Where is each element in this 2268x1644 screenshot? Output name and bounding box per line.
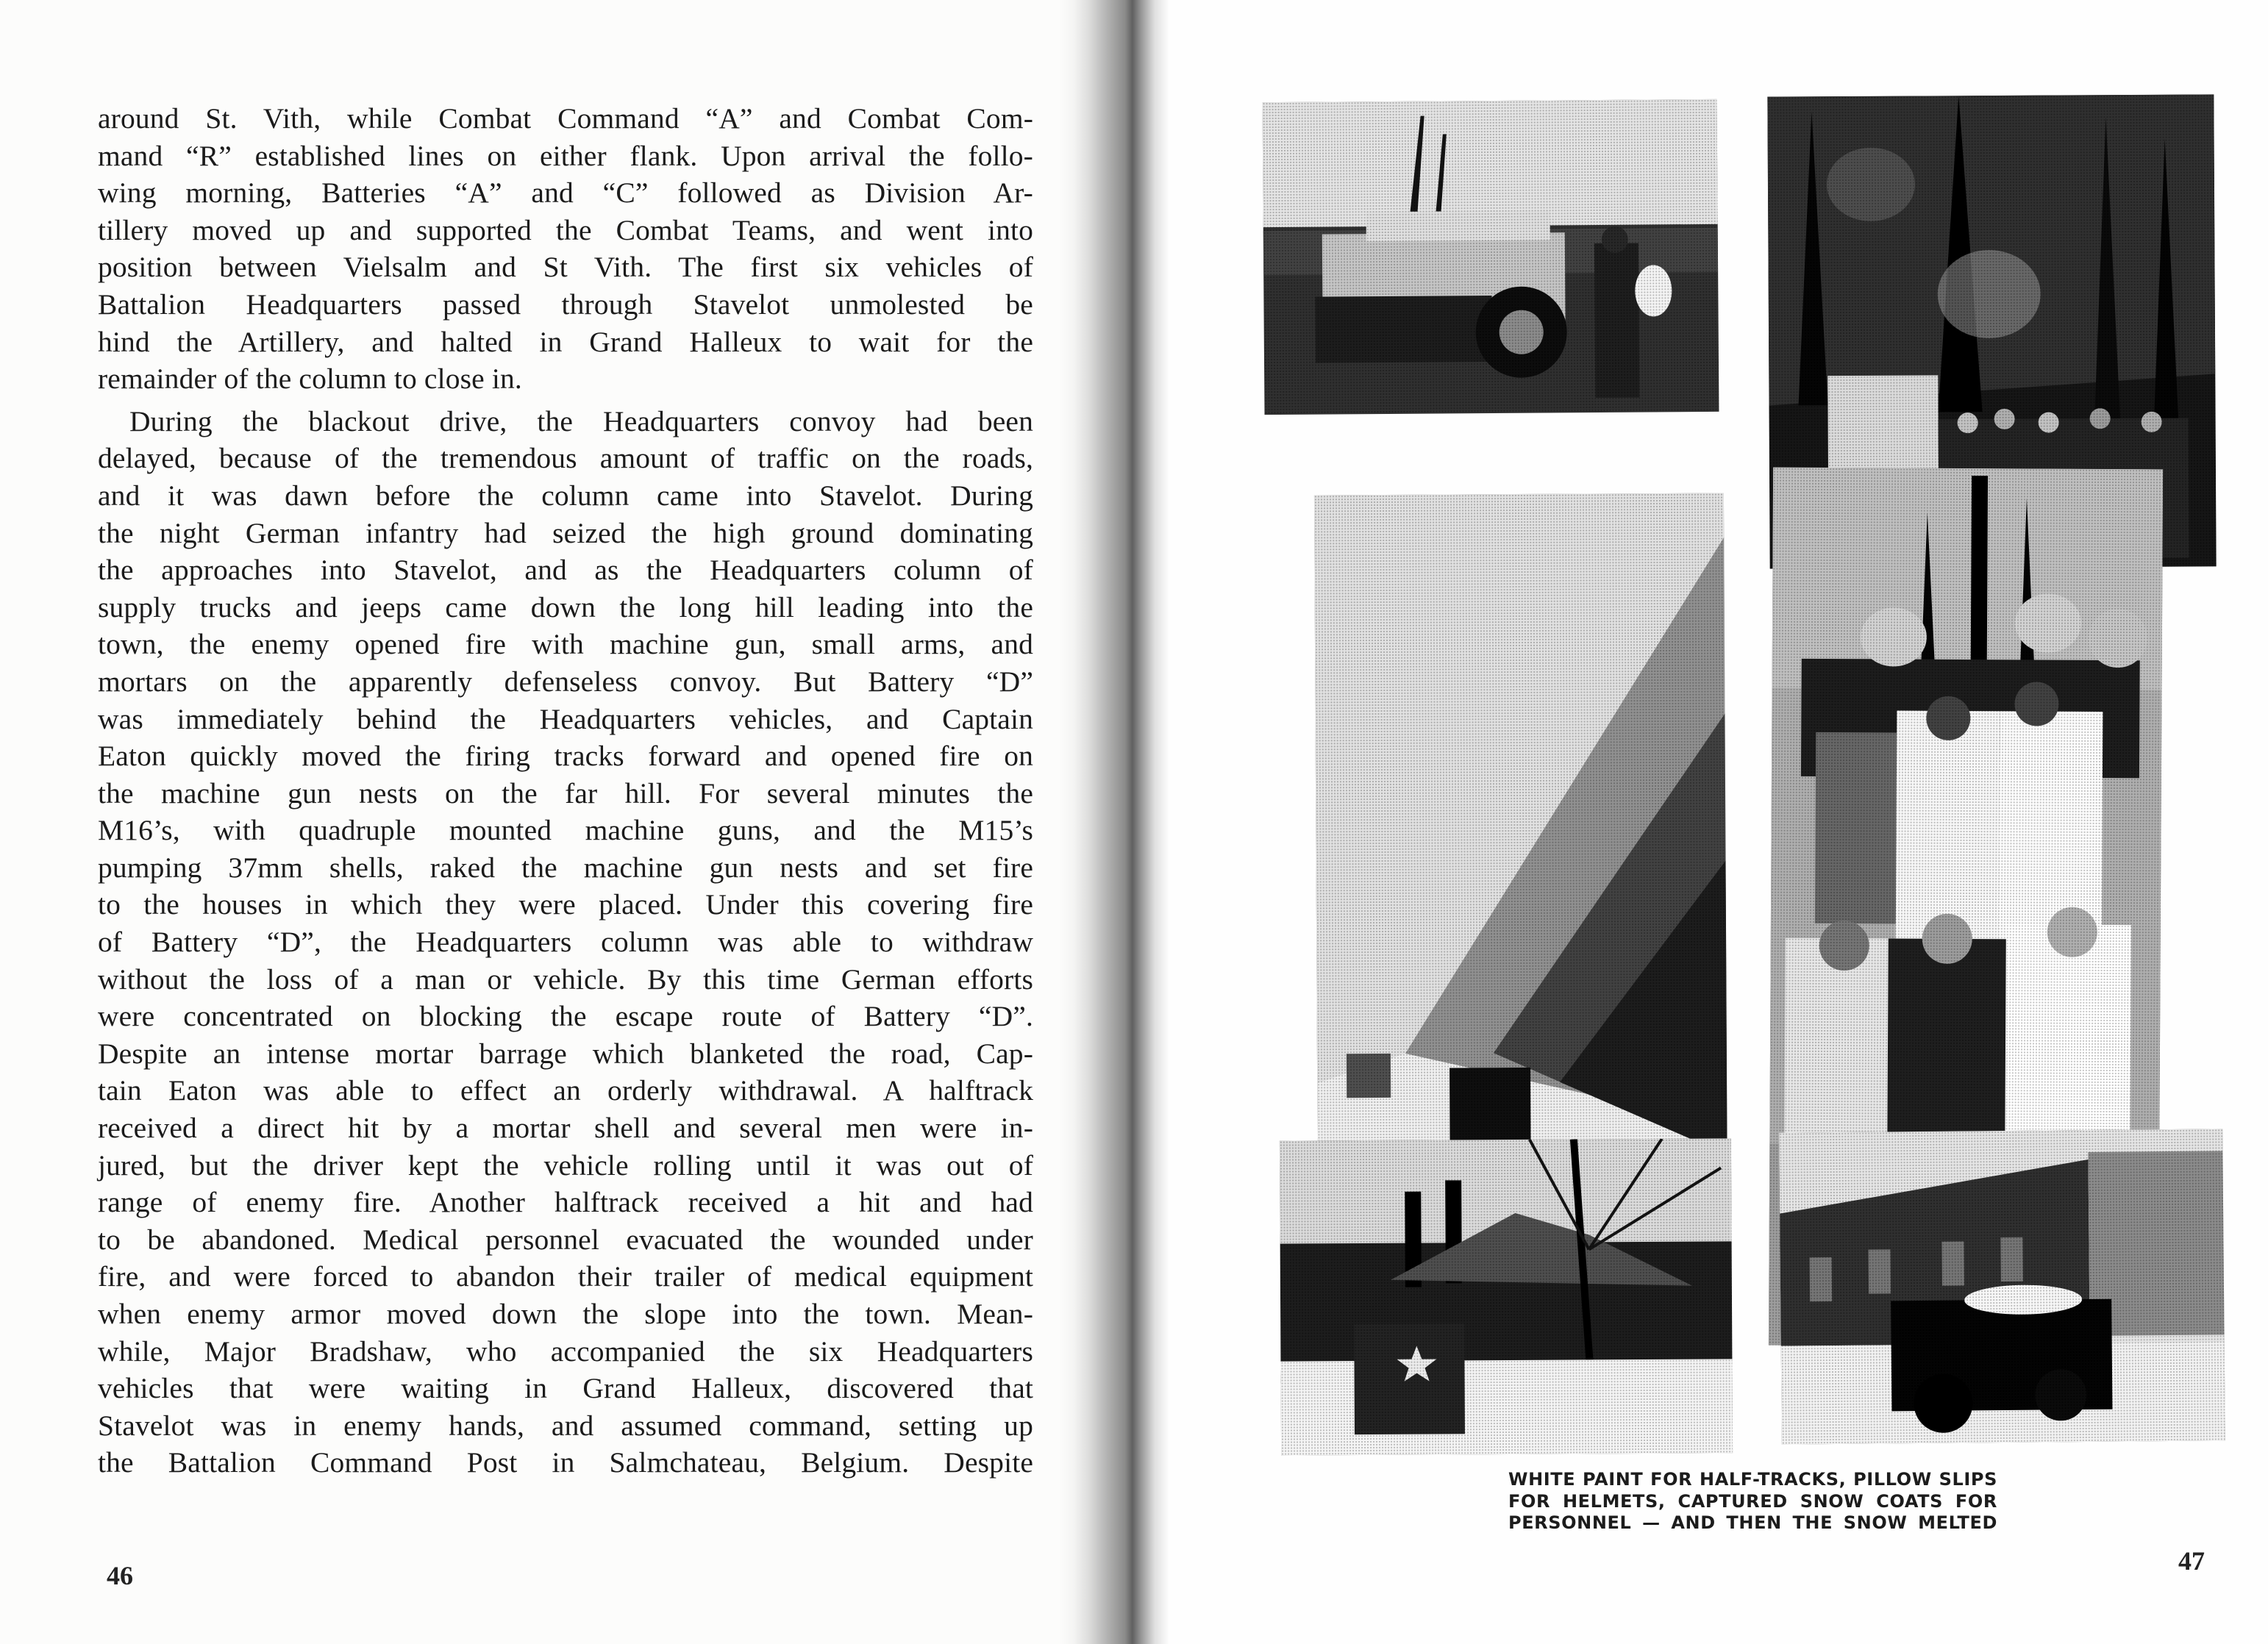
text-line: delayed, because of the tremendous amount of traffic on the roads, bbox=[98, 442, 1033, 475]
text-line: the night German infantry had seized the high ground dominating bbox=[98, 516, 1033, 549]
left-page bbox=[0, 0, 1133, 1644]
text-line: Eaton quickly moved the firing tracks forward and opened fire on bbox=[98, 740, 1033, 773]
text-line: M16’s, with quadruple mounted machine guns, and the M15’s bbox=[98, 814, 1033, 847]
text-line: vehicles that were waiting in Grand Halleux, discovered that bbox=[98, 1372, 1033, 1405]
text-line: town, the enemy opened fire with machine gun, small arms, and bbox=[98, 628, 1033, 661]
caption-line: FOR HELMETS, CAPTURED SNOW COATS FOR bbox=[1508, 1490, 1997, 1512]
caption-line: WHITE PAINT FOR HALF-TRACKS, PILLOW SLIPS bbox=[1508, 1469, 1997, 1490]
text-line: and it was dawn before the column came into Stavelot. During bbox=[98, 479, 1033, 512]
text-line: around St. Vith, while Combat Command “A” and Combat Com- bbox=[98, 102, 1033, 135]
text-line: range of enemy fire. Another halftrack received a hit and had bbox=[98, 1186, 1033, 1219]
text-line: without the loss of a man or vehicle. By this time German efforts bbox=[98, 962, 1033, 996]
text-line: while, Major Bradshaw, who accompanied the six Headquarters bbox=[98, 1334, 1033, 1368]
text-line: hind the Artillery, and halted in Grand Halleux to wait for the bbox=[98, 325, 1033, 358]
page-number-left: 46 bbox=[107, 1561, 133, 1590]
text-line: was immediately behind the Headquarters vehicles, and Captain bbox=[98, 702, 1033, 735]
text-line: jured, but the driver kept the vehicle rolling until it was out of bbox=[98, 1148, 1033, 1182]
text-line: the approaches into Stavelot, and as the Headquarters column of bbox=[98, 554, 1033, 587]
text-line: mand “R” established lines on either flank. Upon arrival the follo- bbox=[98, 139, 1033, 172]
text-line: Battalion Headquarters passed through Stavelot unmolested be bbox=[98, 287, 1033, 321]
text-line: remainder of the column to close in. bbox=[98, 362, 522, 396]
photo-village-halftrack-image bbox=[1779, 1129, 2225, 1444]
text-line: mortars on the apparently defenseless convoy. But Battery “D” bbox=[98, 665, 1033, 698]
text-line: tillery moved up and supported the Combat Teams, and went into bbox=[98, 213, 1033, 246]
text-line: to the houses in which they were placed. Under this covering fire bbox=[98, 888, 1033, 921]
paragraph-2 bbox=[98, 403, 1033, 1482]
text-line: pumping 37mm shells, raked the machine gun nests and set fire bbox=[98, 851, 1033, 884]
text-line: supply trucks and jeeps came down the long hill leading into the bbox=[98, 590, 1033, 623]
caption-line: PERSONNEL — AND THEN THE SNOW MELTED bbox=[1508, 1512, 1997, 1533]
text-line: position between Vielsalm and St Vith. The first six vehicles of bbox=[98, 251, 1033, 284]
text-line: fire, and were forced to abandon their trailer of medical equipment bbox=[98, 1260, 1033, 1293]
photo-snowy-house-truck bbox=[1280, 1138, 1733, 1455]
photo-caption bbox=[1508, 1469, 1997, 1534]
page-number-right: 47 bbox=[2178, 1546, 2205, 1576]
text-line: tain Eaton was able to effect an orderly withdrawal. A halftrack bbox=[98, 1074, 1033, 1107]
paragraph-1 bbox=[98, 100, 1033, 398]
text-line: the machine gun nests on the far hill. For several minutes the bbox=[98, 776, 1033, 810]
body-text bbox=[98, 100, 1033, 1482]
text-line: Despite an intense mortar barrage which blanketed the road, Cap- bbox=[98, 1037, 1033, 1070]
text-line: the Battalion Command Post in Salmchateau, Belgium. Despite bbox=[98, 1446, 1033, 1479]
text-line: Stavelot was in enemy hands, and assumed command, setting up bbox=[98, 1409, 1033, 1442]
photo-halftrack-soldier bbox=[1263, 99, 1719, 415]
text-line: when enemy armor moved down the slope into the town. Mean- bbox=[98, 1298, 1033, 1330]
text-line: were concentrated on blocking the escape route of Battery “D”. bbox=[98, 1000, 1033, 1033]
text-line: During the blackout drive, the Headquarters convoy had been bbox=[129, 404, 1033, 437]
photo-snowy-house-truck-image bbox=[1280, 1138, 1733, 1455]
photo-village-halftrack bbox=[1779, 1129, 2225, 1444]
text-line: wing morning, Batteries “A” and “C” followed as Division Ar- bbox=[98, 176, 1033, 210]
text-line: of Battery “D”, the Headquarters column was able to withdraw bbox=[98, 926, 1033, 959]
photo-halftrack-soldier-image bbox=[1263, 99, 1719, 415]
text-line: received a direct hit by a mortar shell and several men were in- bbox=[98, 1112, 1033, 1145]
text-line: to be abandoned. Medical personnel evacuated the wounded under bbox=[98, 1223, 1033, 1256]
